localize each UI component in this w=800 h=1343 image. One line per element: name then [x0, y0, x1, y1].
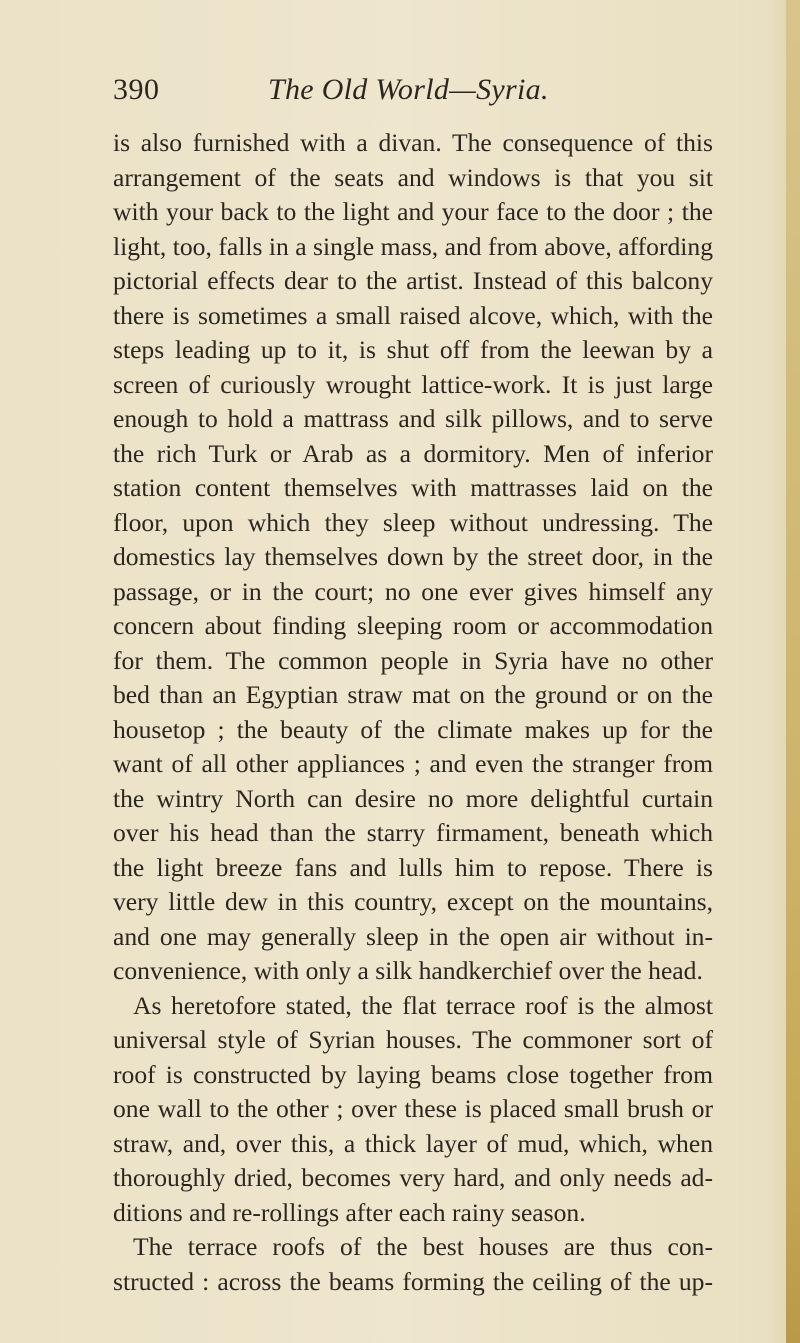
- text-line: and one may generally sleep in the open air without in-: [113, 921, 713, 951]
- text-line: concern about finding sleeping room or accommodation: [113, 611, 713, 640]
- text-line: the light breeze fans and lulls him to repose. There is: [113, 852, 713, 882]
- text-line: convenience, with only a silk handkerchief over the head.: [113, 956, 703, 985]
- text-line: the wintry North can desire no more delightful curtain: [113, 783, 713, 813]
- text-line: there is sometimes a small raised alcove, which, with the: [113, 300, 713, 330]
- text-line: is also furnished with a divan. The consequence of this: [113, 128, 713, 157]
- text-line: the rich Turk or Arab as a dormitory. Men of inferior: [113, 438, 713, 468]
- text-line: pictorial effects dear to the artist. Instead of this balcony: [113, 266, 713, 295]
- text-line: screen of curiously wrought lattice-work. It is just large: [113, 369, 713, 399]
- text-line: with your back to the light and your face to the door ; the: [113, 197, 713, 226]
- page-header: [113, 70, 713, 110]
- text-line: light, too, falls in a single mass, and from above, affording: [113, 231, 713, 261]
- text-line: thoroughly dried, becomes very hard, and only needs ad-: [113, 1163, 713, 1192]
- page-edge: [786, 0, 800, 1343]
- text-line: very little dew in this country, except on the mountains,: [113, 887, 713, 916]
- text-line: The terrace roofs of the best houses are thus con-: [133, 1232, 713, 1261]
- text-line: As heretofore stated, the flat terrace roof is the almost: [133, 990, 713, 1020]
- text-line: roof is constructed by laying beams close together from: [113, 1059, 713, 1089]
- text-line: universal style of Syrian houses. The commoner sort of: [113, 1025, 713, 1054]
- text-line: domestics lay themselves down by the street door, in the: [113, 542, 713, 571]
- text-line: want of all other appliances ; and even the stranger from: [113, 749, 713, 778]
- text-line: straw, and, over this, a thick layer of mud, which, when: [113, 1128, 713, 1158]
- text-line: station content themselves with mattrasses laid on the: [113, 473, 713, 502]
- text-line: over his head than the starry firmament, beneath which: [113, 818, 713, 847]
- text-line: ditions and re-rollings after each rainy season.: [113, 1197, 586, 1227]
- text-line: floor, upon which they sleep without undressing. The: [113, 507, 713, 537]
- text-line: passage, or in the court; no one ever gives himself any: [113, 576, 713, 606]
- text-line: housetop ; the beauty of the climate makes up for the: [113, 714, 713, 744]
- text-line: one wall to the other ; over these is placed small brush or: [113, 1094, 713, 1123]
- text-line: structed : across the beams forming the ceiling of the up-: [113, 1266, 713, 1296]
- text-line: bed than an Egyptian straw mat on the ground or on the: [113, 680, 713, 709]
- page-number: 390: [113, 73, 160, 106]
- text-line: arrangement of the seats and windows is that you sit: [113, 162, 713, 192]
- text-line: enough to hold a mattrass and silk pillows, and to serve: [113, 404, 713, 433]
- text-line: steps leading up to it, is shut off from the leewan by a: [113, 335, 713, 364]
- running-title: The Old World—Syria.: [268, 73, 549, 106]
- body-text: [113, 126, 713, 1299]
- text-line: for them. The common people in Syria have no other: [113, 645, 713, 675]
